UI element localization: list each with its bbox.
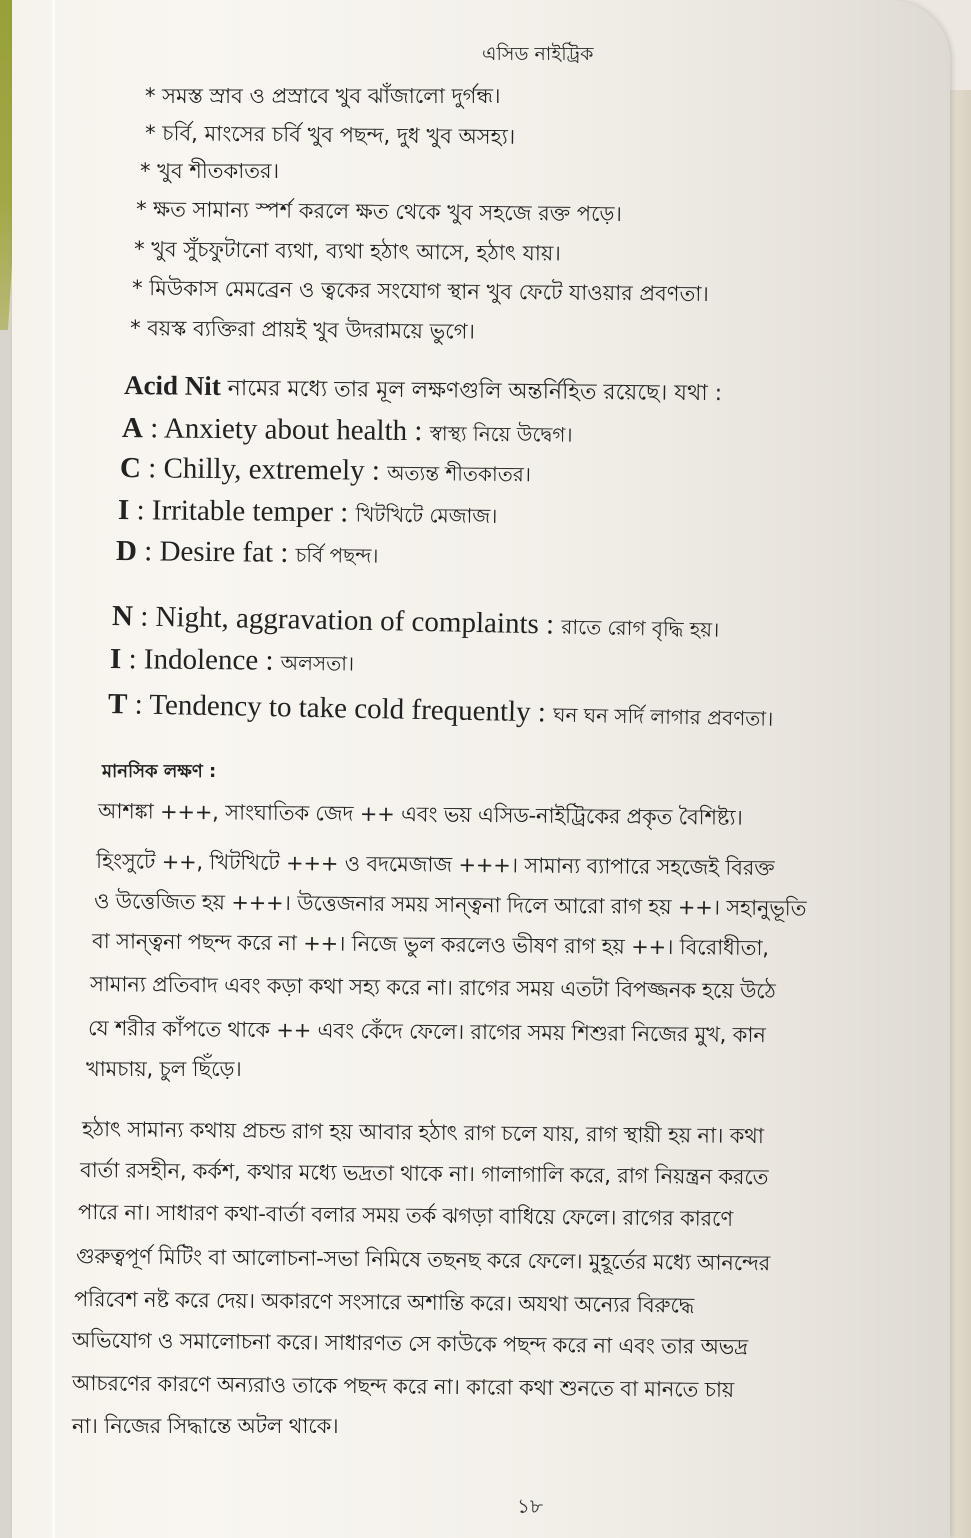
acronym-intro: [124, 370, 722, 413]
book-page: [12, 0, 950, 1538]
paragraph-line: আচরণের কারণে অন্যরাও তাকে পছন্দ করে না। কারো কথা শুনতে বা মানতে চায়: [71, 1371, 735, 1402]
acronym-word: Acid Nit: [123, 370, 221, 402]
acronym-item-c: C : Chilly, extremely : অত্যন্ত শীতকাতর।: [119, 452, 532, 487]
paragraph-line: না। নিজের সিদ্ধান্তে অটল থাকে।: [72, 1414, 339, 1438]
paragraph-line: অভিযোগ ও সমালোচনা করে। সাধারণত সে কাউকে পছন্দ করে না এবং তার অভদ্র: [71, 1328, 748, 1360]
bullet-item: * ক্ষত সামান্য স্পর্শ করলে ক্ষত থেকে খুব সহজে রক্ত পড়ে।: [135, 197, 623, 227]
paragraph-line: বা সান্ত্বনা পছন্দ করে না ++। নিজে ভুল করলেও ভীষণ রাগ হয় ++। বিরোধীতা,: [91, 929, 769, 961]
acronym-intro-text: নামের মধ্যে তার মূল লক্ষণগুলি অন্তর্নিহিত রয়েছে। যথা :: [220, 376, 723, 407]
bullet-item: * মিউকাস মেমব্রেন ও ত্বকের সংযোগ স্থান খুব ফেটে যাওয়ার প্রবণতা।: [131, 276, 710, 307]
paragraph-line: হঠাৎ সামান্য কথায় প্রচন্ড রাগ হয় আবার হঠাৎ রাগ চলে যায়, রাগ স্থায়ী হয় না। কথা: [81, 1117, 764, 1149]
acronym-item-n: N : Night, aggravation of complaints : রাতে রোগ বৃদ্ধি হয়।: [111, 600, 720, 642]
paragraph-line: গুরুত্বপূর্ণ মিটিং বা আলোচনা-সভা নিমিষে তছনছ করে ফেলে। মুহূর্তের মধ্যে আনন্দের: [75, 1244, 771, 1276]
paragraph-line: আশঙ্কা +++, সাংঘাতিক জেদ ++ এবং ভয় এসিড-নাইট্রিকের প্রকৃত বৈশিষ্ট্য।: [97, 799, 743, 830]
paragraph-line: খামচায়, চুল ছিঁড়ে।: [86, 1057, 242, 1081]
acronym-item-d: D : Desire fat : চর্বি পছন্দ।: [115, 535, 379, 569]
section-heading: মানসিক লক্ষণ :: [102, 761, 217, 782]
bullet-item: * সমস্ত স্রাব ও প্রস্রাবে খুব ঝাঁজালো দুর্গন্ধ।: [145, 84, 501, 108]
paragraph-line: যে শরীর কাঁপতে থাকে ++ এবং কেঁদে ফেলে। রাগের সময় শিশুরা নিজের মুখ, কান: [87, 1016, 766, 1048]
acronym-item-i2: I : Indolence : অলসতা।: [109, 643, 355, 677]
acronym-item-t: T : Tendency to take cold frequently : ঘন ঘন সর্দি লাগার প্রবণতা।: [107, 688, 774, 731]
page-number: ১৮: [517, 1494, 543, 1518]
bullet-item: * চর্বি, মাংসের চর্বি খুব পছন্দ, দুধ খুব অসহ্য।: [144, 121, 516, 149]
paragraph-line: পারে না। সাধারণ কথা-বার্তা বলার সময় তর্ক ঝগড়া বাধিয়ে ফেলে। রাগের কারণে: [77, 1200, 734, 1231]
bullet-item: * বয়স্ক ব্যক্তিরা প্রায়ই খুব উদরাময়ে ভুগে।: [129, 316, 476, 344]
paragraph-line: হিংসুটে ++, খিটখিটে +++ ও বদমেজাজ +++। সামান্য ব্যাপারে সহজেই বিরক্ত: [95, 849, 775, 881]
acronym-item-a: A : Anxiety about health : স্বাস্থ্য নিয়ে উদ্বেগ।: [121, 412, 573, 448]
paragraph-line: বার্তা রসহীন, কর্কশ, কথার মধ্যে ভদ্রতা থাকে না। গালাগালি করে, রাগ নিয়ন্ত্রন করতে: [79, 1158, 769, 1190]
paragraph-line: পরিবেশ নষ্ট করে দেয়। অকারণে সংসারে অশান্তি করে। অযথা অন্যের বিরুদ্ধে: [73, 1287, 695, 1318]
acronym-item-i: I : Irritable temper : খিটখিটে মেজাজ।: [117, 494, 498, 529]
paragraph-line: ও উত্তেজিত হয় +++। উত্তেজনার সময় সান্ত্বনা দিলে আরো রাগ হয় ++। সহানুভূতি: [93, 889, 807, 921]
paragraph-line: সামান্য প্রতিবাদ এবং কড়া কথা সহ্য করে না। রাগের সময় এতটা বিপজ্জনক হয়ে উঠে: [89, 972, 776, 1004]
running-head: এসিড নাইট্রিক: [482, 43, 594, 65]
bullet-item: * খুব শীতকাতর।: [140, 159, 280, 183]
bullet-item: * খুব সুঁচফুটানো ব্যথা, ব্যথা হঠাৎ আসে, হঠাৎ যায়।: [133, 237, 561, 266]
